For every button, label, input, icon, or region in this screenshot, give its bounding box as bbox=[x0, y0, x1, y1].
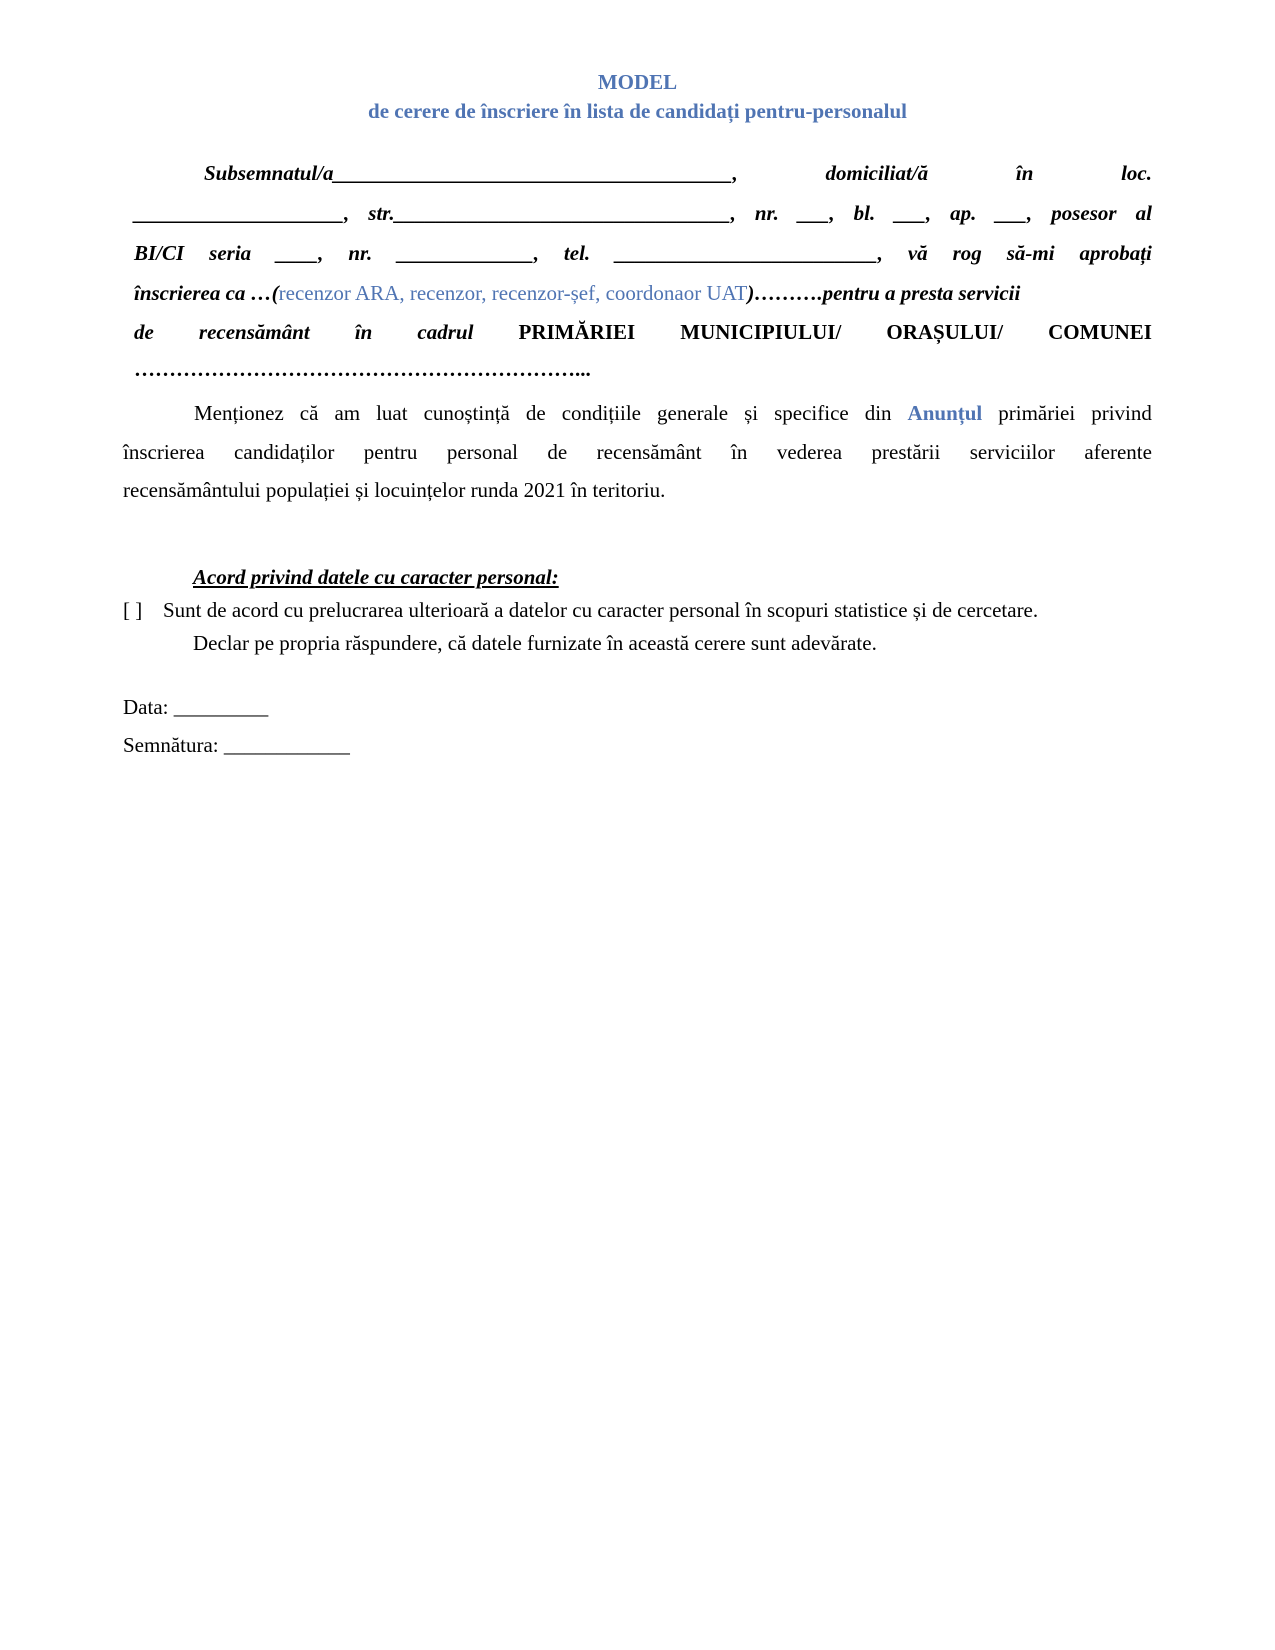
statement-word: primăriei bbox=[998, 401, 1076, 425]
institution-word: PRIMĂRIEI bbox=[518, 320, 636, 344]
role-options: recenzor ARA, recenzor, recenzor-șef, coordonaor UAT bbox=[278, 281, 748, 305]
declaration-text: Declar pe propria răspundere, că datele furnizate în această cerere sunt adevărate. bbox=[193, 631, 877, 655]
institution-word: COMUNEI bbox=[1048, 320, 1152, 344]
statement-word: candidaților bbox=[234, 440, 335, 464]
consent-checkbox[interactable]: [ ] bbox=[123, 598, 143, 622]
statement-word: condițiile bbox=[561, 401, 642, 425]
form-line-4 bbox=[134, 281, 1152, 306]
statement-word: am bbox=[334, 401, 361, 425]
statement-word: personal bbox=[446, 440, 518, 464]
consent-row bbox=[123, 598, 1038, 623]
announcement-link[interactable]: Anunțul bbox=[907, 401, 983, 425]
institution-name-field: ………………………………………………………... bbox=[134, 357, 591, 381]
id-series-field: ____, bbox=[276, 241, 324, 265]
statement-word: pentru bbox=[363, 440, 418, 464]
statement-word: luat bbox=[376, 401, 408, 425]
statement-word: recensământ bbox=[596, 440, 702, 464]
consent-heading: Acord privind datele cu caracter personal: bbox=[193, 565, 559, 589]
statement-word: din bbox=[864, 401, 892, 425]
street-field: str.________________________________, bbox=[368, 201, 736, 225]
statement-word: specifice bbox=[774, 401, 849, 425]
date-field[interactable]: Data: _________ bbox=[123, 695, 269, 719]
form-word: domiciliat/ă bbox=[825, 161, 929, 185]
statement-word: înscrierea bbox=[123, 440, 205, 464]
locality-field: ____________________, bbox=[134, 201, 350, 225]
statement-word: serviciilor bbox=[969, 440, 1055, 464]
form-word: loc. bbox=[1121, 161, 1152, 185]
name-field: Subsemnatul/a______________________________________, bbox=[204, 161, 738, 185]
form-word: de bbox=[134, 320, 154, 344]
document-title: MODEL bbox=[597, 70, 678, 94]
statement-word: de bbox=[547, 440, 568, 464]
form-word: BI/CI bbox=[134, 241, 185, 265]
statement-word: privind bbox=[1091, 401, 1152, 425]
number-field: ___, bbox=[797, 201, 835, 225]
form-word: vă bbox=[907, 241, 928, 265]
institution-word: MUNICIPIULUI/ bbox=[680, 320, 842, 344]
form-word: seria bbox=[209, 241, 252, 265]
form-text: )……….pentru a presta servicii bbox=[747, 281, 1021, 305]
form-line-2 bbox=[134, 201, 1152, 226]
statement-word: aferente bbox=[1084, 440, 1152, 464]
form-word: rog bbox=[952, 241, 982, 265]
form-word: nr. bbox=[754, 201, 779, 225]
form-word: bl. bbox=[853, 201, 876, 225]
document-subtitle: de cerere de înscriere în lista de candidați pentru-personalul bbox=[368, 99, 907, 123]
form-word: recensământ bbox=[198, 320, 310, 344]
statement-line-1 bbox=[194, 401, 1152, 426]
apartment-field: ___, bbox=[995, 201, 1033, 225]
form-word: al bbox=[1135, 201, 1152, 225]
statement-line-3: recensământului populației și locuințelor runda 2021 în teritoriu. bbox=[123, 478, 666, 502]
form-word: tel. bbox=[563, 241, 591, 265]
statement-word: vederea bbox=[776, 440, 843, 464]
id-number-field: _____________, bbox=[397, 241, 539, 265]
form-line-5 bbox=[134, 320, 1152, 345]
form-line-3 bbox=[134, 241, 1152, 266]
signature-field[interactable]: Semnătura: ____________ bbox=[123, 733, 350, 757]
statement-line-2 bbox=[123, 440, 1152, 465]
institution-word: ORAȘULUI/ bbox=[886, 320, 1004, 344]
form-word: în bbox=[1015, 161, 1034, 185]
form-word: ap. bbox=[950, 201, 977, 225]
block-field: ___, bbox=[894, 201, 932, 225]
form-word: cadrul bbox=[417, 320, 474, 344]
form-word: în bbox=[354, 320, 373, 344]
form-line-1 bbox=[204, 161, 1152, 186]
form-word: posesor bbox=[1051, 201, 1117, 225]
statement-word: cunoștință bbox=[423, 401, 510, 425]
consent-text: Sunt de acord cu prelucrarea ulterioară a datelor cu caracter personal în scopuri statistice și de cercetare. bbox=[163, 598, 1039, 622]
statement-word: de bbox=[525, 401, 546, 425]
statement-word: în bbox=[731, 440, 748, 464]
form-word: nr. bbox=[348, 241, 373, 265]
statement-word: Menționez bbox=[194, 401, 284, 425]
statement-word: generale bbox=[657, 401, 729, 425]
form-word: să-mi bbox=[1006, 241, 1055, 265]
statement-word: că bbox=[299, 401, 319, 425]
statement-word: și bbox=[744, 401, 759, 425]
statement-word: prestării bbox=[871, 440, 941, 464]
form-text: înscrierea ca …( bbox=[134, 281, 279, 305]
form-word: aprobați bbox=[1079, 241, 1152, 265]
phone-field: _________________________, bbox=[615, 241, 883, 265]
